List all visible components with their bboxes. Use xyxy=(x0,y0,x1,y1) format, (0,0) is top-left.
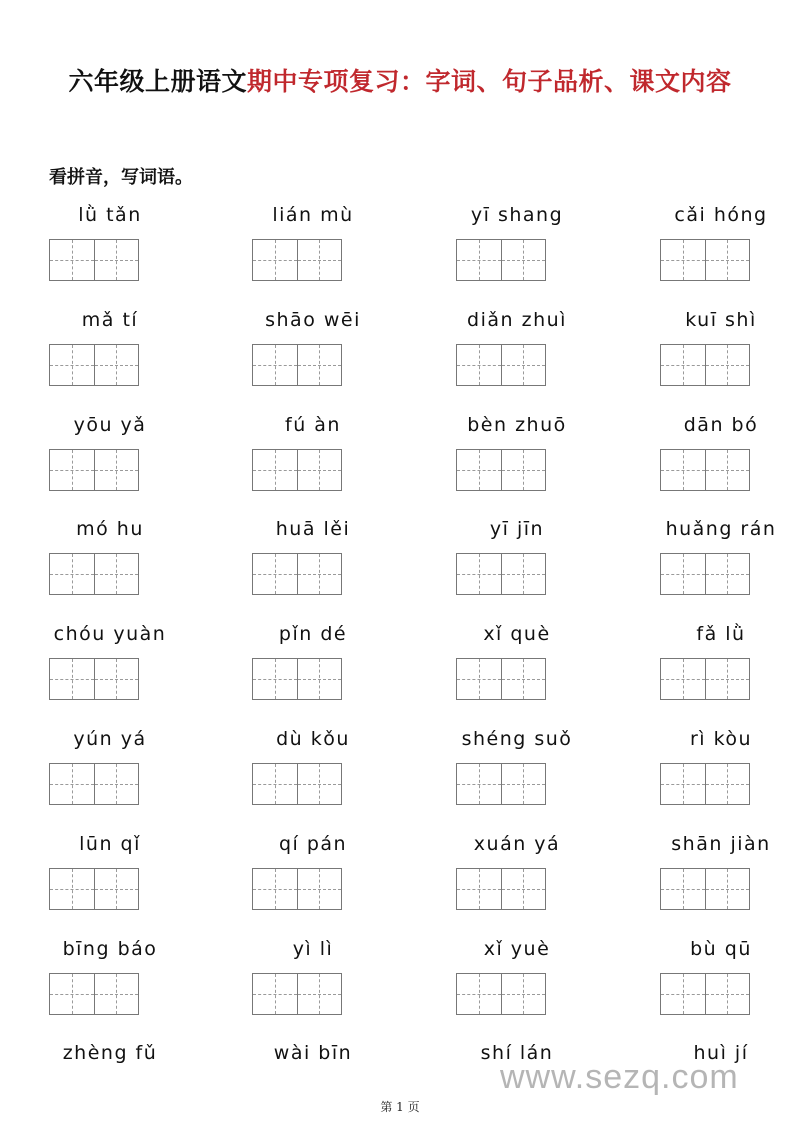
pinyin-label: xǐ què xyxy=(483,623,551,646)
writing-cell[interactable] xyxy=(253,974,297,1014)
writing-cell[interactable] xyxy=(501,554,546,594)
pinyin-label: shān jiàn xyxy=(671,832,771,855)
writing-cell[interactable] xyxy=(50,450,94,490)
writing-grid[interactable] xyxy=(252,344,342,386)
writing-grid[interactable] xyxy=(660,553,750,595)
pinyin-label: xǐ yuè xyxy=(483,937,551,960)
writing-grid[interactable] xyxy=(456,763,546,805)
writing-cell[interactable] xyxy=(661,345,705,385)
writing-cell[interactable] xyxy=(50,974,94,1014)
writing-grid[interactable] xyxy=(49,658,139,700)
writing-cell[interactable] xyxy=(457,869,501,909)
writing-cell[interactable] xyxy=(297,659,342,699)
pinyin-label: rì kòu xyxy=(689,728,753,750)
writing-cell[interactable] xyxy=(94,659,139,699)
writing-cell[interactable] xyxy=(297,974,342,1014)
writing-cell[interactable] xyxy=(297,450,342,490)
pinyin-label: wài bīn xyxy=(273,1042,353,1065)
writing-grid[interactable] xyxy=(252,449,342,491)
writing-grid[interactable] xyxy=(252,973,342,1015)
writing-grid[interactable] xyxy=(49,763,139,805)
writing-cell[interactable] xyxy=(457,974,501,1014)
writing-grid[interactable] xyxy=(660,239,750,281)
writing-grid[interactable] xyxy=(660,344,750,386)
writing-cell[interactable] xyxy=(457,345,501,385)
pinyin-label: kuī shì xyxy=(685,308,757,331)
writing-cell[interactable] xyxy=(253,869,297,909)
writing-cell[interactable] xyxy=(501,345,546,385)
writing-grid[interactable] xyxy=(252,239,342,281)
writing-grid[interactable] xyxy=(456,658,546,700)
writing-grid[interactable] xyxy=(660,449,750,491)
pinyin-label: huǎng rán xyxy=(665,518,777,541)
pinyin-label: mó hu xyxy=(76,518,144,541)
writing-cell[interactable] xyxy=(457,764,501,804)
pinyin-label: pǐn dé xyxy=(278,623,348,646)
pinyin-label: yì lì xyxy=(292,937,334,960)
pinyin-label: bèn zhuō xyxy=(467,413,567,436)
writing-cell[interactable] xyxy=(661,764,705,804)
pinyin-label: dù kǒu xyxy=(276,728,350,750)
writing-grid[interactable] xyxy=(456,973,546,1015)
writing-cell[interactable] xyxy=(94,240,139,280)
writing-cell[interactable] xyxy=(253,659,297,699)
writing-cell[interactable] xyxy=(457,659,501,699)
writing-cell[interactable] xyxy=(50,554,94,594)
writing-grid[interactable] xyxy=(660,973,750,1015)
section-heading: 看拼音，写词语。 xyxy=(49,167,193,188)
watermark: www.sezq.com xyxy=(500,1058,739,1096)
writing-cell[interactable] xyxy=(297,554,342,594)
writing-grid[interactable] xyxy=(660,658,750,700)
writing-cell[interactable] xyxy=(253,764,297,804)
pinyin-label: yī shang xyxy=(470,204,564,226)
writing-grid[interactable] xyxy=(49,973,139,1015)
pinyin-label: fú àn xyxy=(285,413,341,436)
writing-cell[interactable] xyxy=(705,764,750,804)
writing-cell[interactable] xyxy=(297,240,342,280)
pinyin-label: bīng báo xyxy=(62,937,158,960)
pinyin-label: shéng suǒ xyxy=(461,728,573,750)
pinyin-label: lǜ tǎn xyxy=(78,204,142,226)
writing-grid[interactable] xyxy=(49,868,139,910)
writing-grid[interactable] xyxy=(252,868,342,910)
pinyin-label: yī jīn xyxy=(489,518,545,541)
page-number: 第 1 页 xyxy=(380,1100,420,1114)
writing-grid[interactable] xyxy=(252,763,342,805)
writing-cell[interactable] xyxy=(50,764,94,804)
writing-cell[interactable] xyxy=(253,240,297,280)
writing-cell[interactable] xyxy=(705,659,750,699)
writing-grid[interactable] xyxy=(49,344,139,386)
pinyin-label: zhèng fǔ xyxy=(62,1042,158,1065)
writing-cell[interactable] xyxy=(705,554,750,594)
writing-cell[interactable] xyxy=(661,450,705,490)
title-part-black: 六年级上册语文 xyxy=(68,67,247,96)
pinyin-label: dān bó xyxy=(683,413,759,436)
pinyin-label: chóu yuàn xyxy=(53,623,167,646)
pinyin-label: shí lán xyxy=(480,1042,554,1065)
writing-grid[interactable] xyxy=(49,553,139,595)
writing-cell[interactable] xyxy=(50,869,94,909)
pinyin-label: yōu yǎ xyxy=(73,413,147,436)
writing-cell[interactable] xyxy=(297,345,342,385)
writing-cell[interactable] xyxy=(661,869,705,909)
pinyin-label: huì jí xyxy=(693,1042,749,1065)
writing-cell[interactable] xyxy=(705,974,750,1014)
writing-cell[interactable] xyxy=(50,659,94,699)
writing-cell[interactable] xyxy=(661,240,705,280)
writing-cell[interactable] xyxy=(457,450,501,490)
pinyin-label: shāo wēi xyxy=(265,308,361,331)
writing-grid[interactable] xyxy=(456,239,546,281)
pinyin-label: fǎ lǜ xyxy=(696,623,746,646)
writing-cell[interactable] xyxy=(661,974,705,1014)
writing-cell[interactable] xyxy=(501,764,546,804)
writing-cell[interactable] xyxy=(94,869,139,909)
writing-grid[interactable] xyxy=(49,449,139,491)
writing-grid[interactable] xyxy=(456,449,546,491)
pinyin-label: diǎn zhuì xyxy=(467,308,567,331)
writing-cell[interactable] xyxy=(94,764,139,804)
pinyin-label: lián mù xyxy=(272,204,354,226)
writing-cell[interactable] xyxy=(705,450,750,490)
writing-cell[interactable] xyxy=(50,345,94,385)
writing-grid[interactable] xyxy=(456,344,546,386)
writing-cell[interactable] xyxy=(253,450,297,490)
writing-grid[interactable] xyxy=(456,868,546,910)
pinyin-label: mǎ tí xyxy=(81,308,139,331)
writing-cell[interactable] xyxy=(705,345,750,385)
writing-cell[interactable] xyxy=(94,450,139,490)
writing-cell[interactable] xyxy=(297,764,342,804)
writing-cell[interactable] xyxy=(501,974,546,1014)
writing-cell[interactable] xyxy=(661,554,705,594)
writing-grid[interactable] xyxy=(660,763,750,805)
writing-cell[interactable] xyxy=(501,450,546,490)
pinyin-label: lūn qǐ xyxy=(79,832,141,855)
pinyin-label: xuán yá xyxy=(473,832,561,855)
writing-cell[interactable] xyxy=(253,554,297,594)
writing-grid[interactable] xyxy=(252,553,342,595)
pinyin-label: qí pán xyxy=(278,832,348,855)
writing-cell[interactable] xyxy=(253,345,297,385)
writing-cell[interactable] xyxy=(297,869,342,909)
pinyin-label: cǎi hóng xyxy=(674,204,768,226)
writing-cell[interactable] xyxy=(457,554,501,594)
writing-grid[interactable] xyxy=(252,658,342,700)
writing-cell[interactable] xyxy=(50,240,94,280)
writing-cell[interactable] xyxy=(94,554,139,594)
writing-cell[interactable] xyxy=(705,869,750,909)
writing-cell[interactable] xyxy=(94,345,139,385)
writing-grid[interactable] xyxy=(49,239,139,281)
pinyin-label: bù qū xyxy=(690,937,752,960)
pinyin-label: yún yá xyxy=(73,728,147,750)
pinyin-label: huā lěi xyxy=(275,518,351,541)
writing-cell[interactable] xyxy=(705,240,750,280)
writing-cell[interactable] xyxy=(661,659,705,699)
writing-cell[interactable] xyxy=(501,240,546,280)
writing-cell[interactable] xyxy=(94,974,139,1014)
writing-cell[interactable] xyxy=(501,869,546,909)
writing-cell[interactable] xyxy=(501,659,546,699)
writing-cell[interactable] xyxy=(457,240,501,280)
writing-grid[interactable] xyxy=(456,553,546,595)
writing-grid[interactable] xyxy=(660,868,750,910)
title-part-red: 期中专项复习：字词、句子品析、课文内容 xyxy=(247,67,732,96)
